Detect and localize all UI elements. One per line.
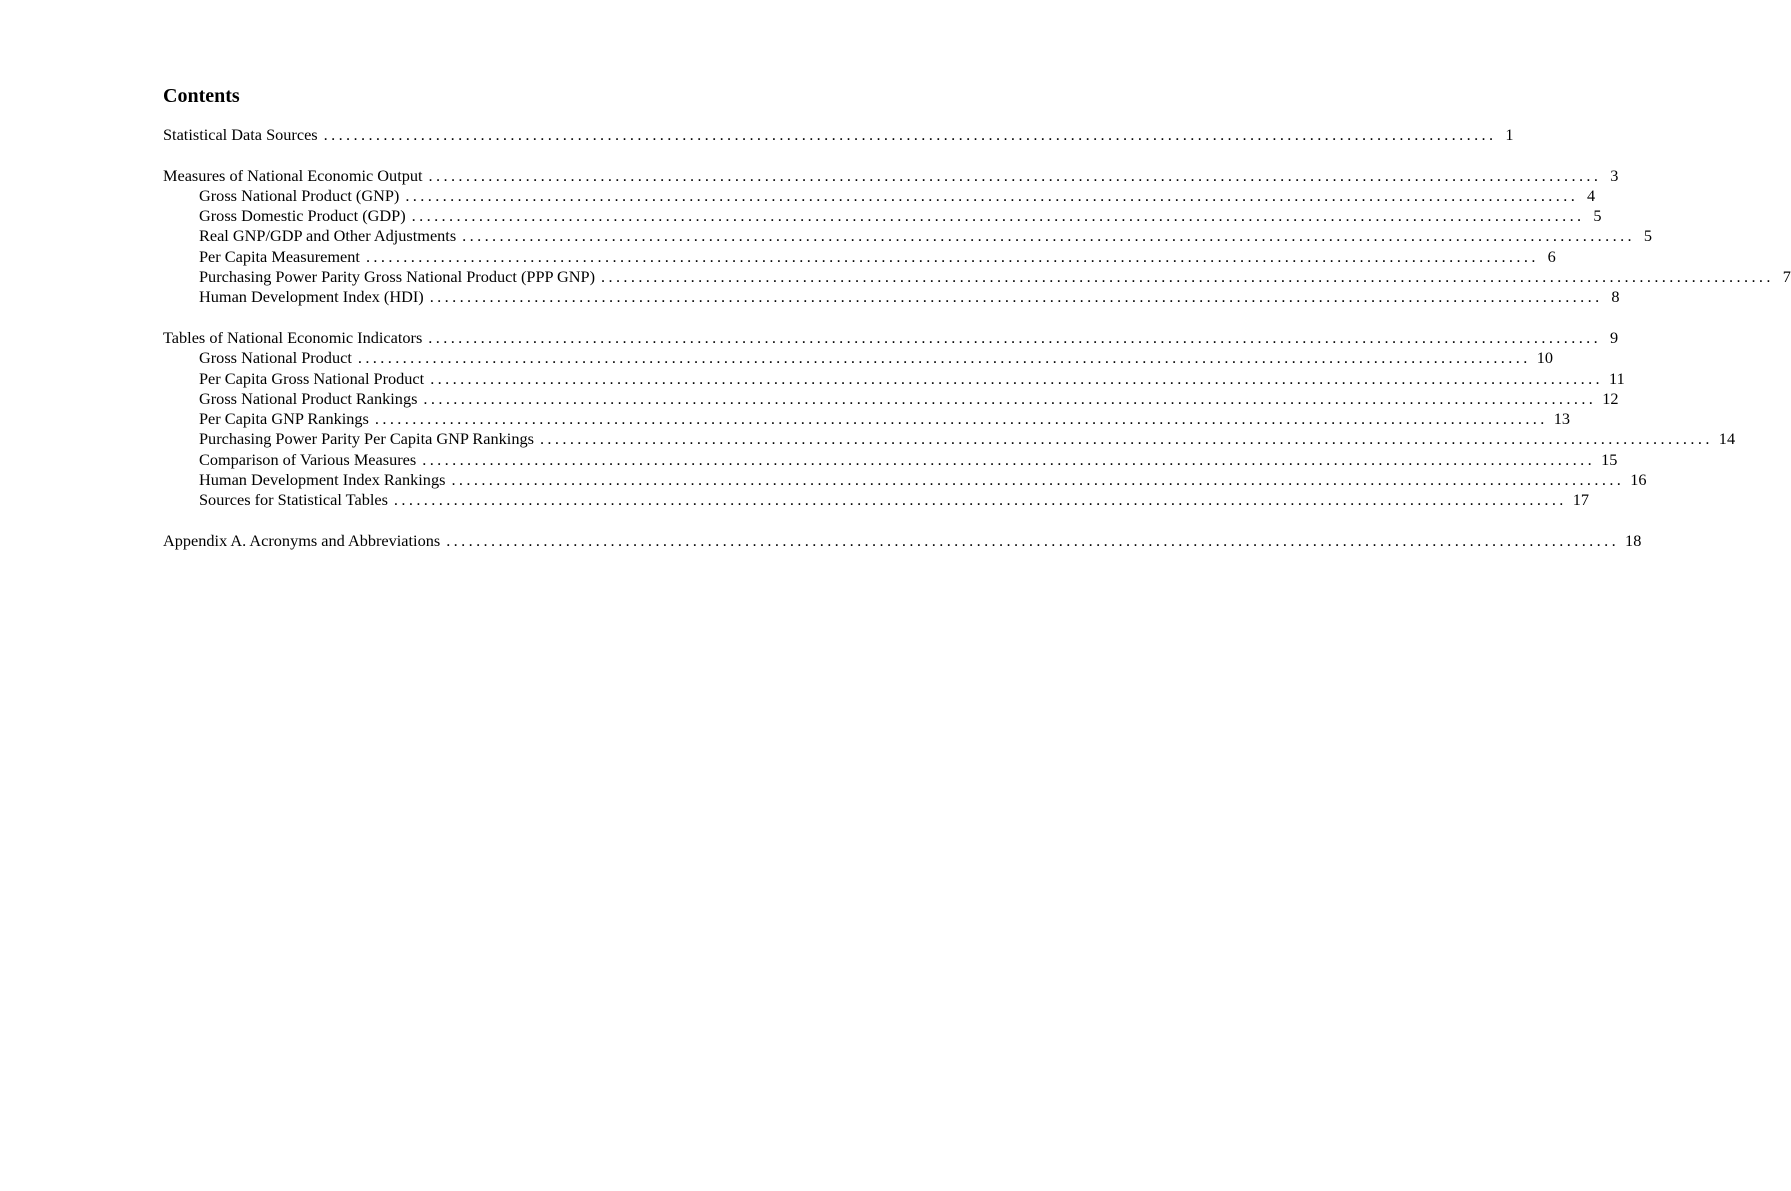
toc-page-number: 3	[1610, 165, 1619, 185]
toc-subentry[interactable]	[163, 429, 1736, 449]
toc-page-number: 17	[1572, 490, 1590, 510]
table-of-contents	[163, 84, 1791, 572]
toc-subentry[interactable]	[163, 246, 1556, 267]
toc-entry-label: Purchasing Power Parity Gross National Product (PPP GNP)	[199, 267, 596, 287]
toc-entry-label: Gross Domestic Product (GDP)	[199, 206, 406, 226]
toc-dot-leader: .............................................................................................................................................................	[365, 246, 1539, 266]
toc-entry-label: Gross National Product (GNP)	[199, 185, 400, 205]
toc-subentry[interactable]	[163, 388, 1619, 409]
toc-entry[interactable]	[163, 327, 1619, 348]
toc-entry-label: Per Capita GNP Rankings	[199, 409, 369, 429]
toc-page-number: 5	[1593, 206, 1602, 226]
toc-dot-leader: .............................................................................................................................................................	[323, 125, 1497, 144]
toc-entry[interactable]	[163, 125, 1514, 145]
toc-dot-leader: .............................................................................................................................................................	[451, 470, 1625, 490]
toc-subentry[interactable]	[163, 348, 1553, 368]
toc-dot-leader: .............................................................................................................................................................	[601, 267, 1774, 287]
toc-entry[interactable]	[163, 530, 1642, 551]
toc-entry-label: Per Capita Measurement	[199, 246, 360, 266]
toc-page-number: 11	[1609, 368, 1625, 388]
toc-subentry[interactable]	[163, 449, 1618, 470]
toc-page-number: 13	[1553, 409, 1571, 429]
toc-entry-label: Sources for Statistical Tables	[199, 490, 388, 510]
toc-page-number: 18	[1625, 530, 1642, 550]
toc-entry-label: Statistical Data Sources	[163, 125, 318, 144]
toc-dot-leader: .............................................................................................................................................................	[405, 185, 1579, 205]
toc-subentry[interactable]	[163, 267, 1791, 287]
toc-page-number: 1	[1505, 125, 1514, 144]
toc-dot-leader: .............................................................................................................................................................	[411, 206, 1585, 226]
toc-entry-label: Tables of National Economic Indicators	[163, 327, 423, 347]
toc-page-number: 8	[1611, 287, 1620, 307]
toc-subentry[interactable]	[163, 409, 1571, 429]
toc-subentry[interactable]	[163, 368, 1625, 389]
toc-subentry[interactable]	[163, 185, 1596, 206]
toc-subentry[interactable]	[163, 287, 1620, 307]
toc-page-number: 12	[1602, 388, 1619, 408]
toc-entry-label: Per Capita Gross National Product	[199, 368, 425, 388]
toc-page-number: 9	[1609, 327, 1619, 347]
toc-page-number: 6	[1547, 246, 1556, 266]
toc-dot-leader: .............................................................................................................................................................	[357, 348, 1531, 368]
toc-dot-leader: .............................................................................................................................................................	[462, 226, 1636, 246]
toc-dot-leader: .............................................................................................................................................................	[423, 388, 1597, 408]
toc-section	[163, 125, 1514, 145]
toc-dot-leader: .............................................................................................................................................................	[430, 368, 1604, 388]
toc-entry-label: Real GNP/GDP and Other Adjustments	[199, 226, 457, 246]
toc-dot-leader: .............................................................................................................................................................	[428, 165, 1602, 185]
toc-page-number: 14	[1718, 429, 1736, 449]
toc-dot-leader: .............................................................................................................................................................	[422, 449, 1596, 469]
toc-dot-leader: .............................................................................................................................................................	[393, 490, 1567, 510]
toc-entry-label: Purchasing Power Parity Per Capita GNP Rankings	[199, 429, 534, 449]
toc-entry-label: Measures of National Economic Output	[163, 165, 423, 185]
toc-entry[interactable]	[163, 165, 1619, 186]
toc-entry-label: Gross National Product	[199, 348, 352, 368]
toc-entry-label: Comparison of Various Measures	[199, 449, 417, 469]
toc-subentry[interactable]	[163, 226, 1653, 246]
toc-section	[163, 327, 1736, 511]
toc-dot-leader: .............................................................................................................................................................	[539, 429, 1713, 449]
toc-page-number: 10	[1536, 348, 1553, 368]
toc-page-number: 5	[1643, 226, 1653, 246]
toc-dot-leader: .............................................................................................................................................................	[446, 530, 1620, 550]
toc-page-number: 4	[1587, 185, 1596, 205]
toc-dot-leader: .............................................................................................................................................................	[374, 409, 1548, 429]
toc-entry-label: Human Development Index Rankings	[199, 470, 446, 490]
toc-subentry[interactable]	[163, 470, 1647, 490]
toc-dot-leader: .............................................................................................................................................................	[428, 327, 1602, 347]
toc-entry-label: Human Development Index (HDI)	[199, 287, 424, 307]
toc-section	[163, 165, 1791, 308]
toc-entry-label: Appendix A. Acronyms and Abbreviations	[163, 530, 441, 550]
toc-entry-label: Gross National Product Rankings	[199, 388, 418, 408]
toc-dot-leader: .............................................................................................................................................................	[429, 287, 1603, 307]
contents-title: Contents	[163, 85, 240, 107]
toc-subentry[interactable]	[163, 206, 1602, 226]
toc-section	[163, 530, 1642, 551]
toc-page-number: 15	[1601, 449, 1618, 469]
toc-page-number: 7	[1782, 267, 1791, 287]
toc-subentry[interactable]	[163, 490, 1590, 510]
toc-page-number: 16	[1630, 470, 1647, 490]
